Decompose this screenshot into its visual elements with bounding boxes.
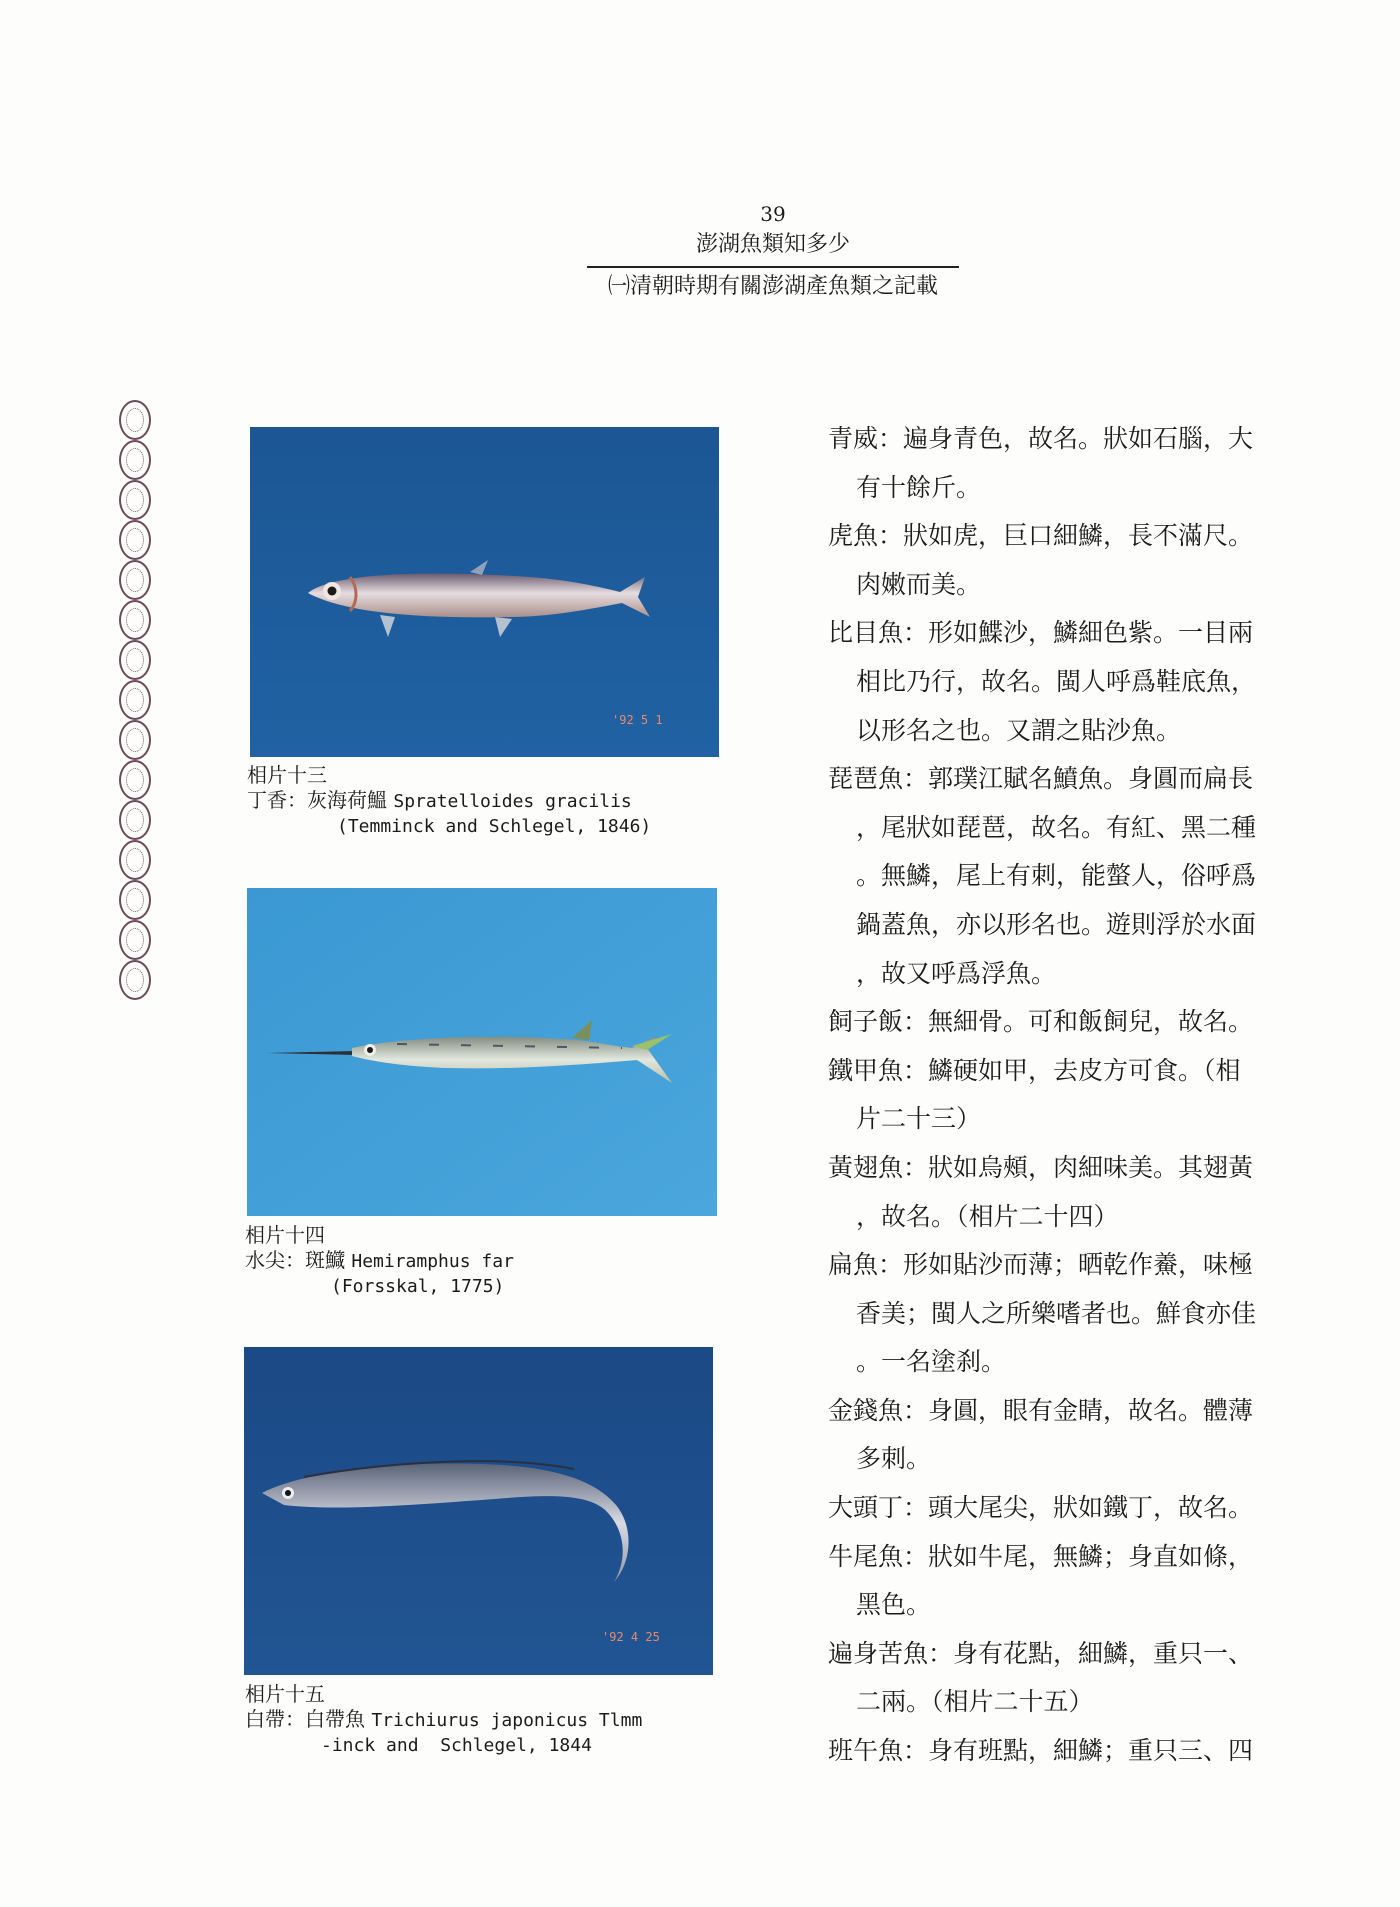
text-line: 肉嫩而美。: [856, 569, 982, 599]
text-line: 遍身苦魚：身有花點，細鱗，重只一、: [828, 1638, 1254, 1668]
decorative-seal-column: [112, 400, 158, 1000]
text-line: 多刺。: [856, 1444, 932, 1474]
caption-authority: (Forsskal, 1775): [331, 1276, 505, 1297]
text-line: 。無鱗，尾上有刺，能螫人，俗呼爲: [856, 861, 1257, 891]
photo-date-stamp: '92 5 1: [612, 713, 663, 727]
text-line: 扁魚：形如貼沙而薄；晒乾作鯗，味極: [828, 1250, 1254, 1280]
text-line: 比目魚：形如鰈沙，鱗細色紫。一目兩: [828, 618, 1254, 648]
text-line: 金錢魚：身圓，眼有金睛，故名。體薄: [828, 1395, 1254, 1425]
text-line: 黃翅魚：狀如烏頰，肉細味美。其翅黃: [828, 1152, 1254, 1182]
caption-authority: -inck and Schlegel, 1844: [321, 1735, 592, 1756]
text-line: 飼子飯：無細骨。可和飯飼兒，故名。: [828, 1007, 1254, 1037]
caption-13: [247, 763, 651, 839]
photo-cutlassfish: [244, 1347, 713, 1675]
page-header: [0, 200, 1400, 302]
text-line: 。一名塗刹。: [856, 1347, 1007, 1377]
running-title: 澎湖魚類知多少: [695, 232, 850, 257]
body-text: [828, 415, 1288, 1776]
caption-14: [245, 1223, 514, 1299]
caption-number: 相片十三: [247, 763, 327, 787]
text-line: 鐵甲魚：鱗硬如甲，去皮方可食。（相: [828, 1055, 1241, 1085]
text-line: 有十餘斤。: [856, 472, 982, 502]
caption-scientific-name: Trichiurus japonicus Tlmm: [371, 1710, 643, 1731]
caption-common-name: 水尖：斑鱵: [245, 1248, 352, 1272]
photo-sprat: [250, 427, 719, 757]
text-line: ，故名。（相片二十四）: [856, 1201, 1119, 1231]
text-line: 牛尾魚：狀如牛尾，無鱗；身直如條，: [828, 1541, 1254, 1571]
text-line: 班午魚：身有班點，細鱗；重只三、四: [828, 1736, 1254, 1766]
caption-number: 相片十五: [245, 1682, 325, 1706]
page-number: 39: [760, 202, 786, 226]
header-rule: [587, 266, 959, 268]
caption-scientific-name: Hemiramphus far: [351, 1251, 514, 1272]
text-line: 以形名之也。又謂之貼沙魚。: [856, 715, 1182, 745]
photo-date-stamp: '92 4 25: [602, 1630, 660, 1644]
text-line: 二兩。（相片二十五）: [856, 1687, 1094, 1717]
text-line: 虎魚：狀如虎，巨口細鱗，長不滿尺。: [828, 521, 1254, 551]
running-subtitle: ㈠清朝時期有關澎湖產魚類之記載: [607, 274, 938, 299]
text-line: 相比乃行，故名。閩人呼爲鞋底魚，: [856, 666, 1257, 696]
photo-halfbeak: [247, 888, 717, 1216]
caption-authority: (Temminck and Schlegel, 1846): [337, 816, 652, 837]
text-line: 片二十三）: [856, 1104, 982, 1134]
caption-number: 相片十四: [245, 1223, 325, 1247]
text-line: ，故又呼爲浮魚。: [856, 958, 1057, 988]
text-line: ，尾狀如琵琶，故名。有紅、黑二種: [856, 812, 1257, 842]
text-line: 大頭丁：頭大尾尖，狀如鐵丁，故名。: [828, 1493, 1254, 1523]
text-line: 青威：遍身青色，故名。狀如石腦，大: [828, 424, 1254, 453]
text-line: 琵琶魚：郭璞江賦名鱝魚。身圓而扁長: [828, 764, 1254, 794]
text-line: 黑色。: [856, 1590, 932, 1620]
caption-common-name: 丁香：灰海荷鰮: [247, 788, 394, 812]
caption-15: [245, 1682, 642, 1758]
text-line: 香美；閩人之所樂嗜者也。鮮食亦佳: [856, 1298, 1257, 1328]
caption-common-name: 白帶：白帶魚: [245, 1707, 372, 1731]
text-line: 鍋蓋魚，亦以形名也。遊則浮於水面: [856, 909, 1257, 939]
caption-scientific-name: Spratelloides gracilis: [393, 791, 632, 812]
